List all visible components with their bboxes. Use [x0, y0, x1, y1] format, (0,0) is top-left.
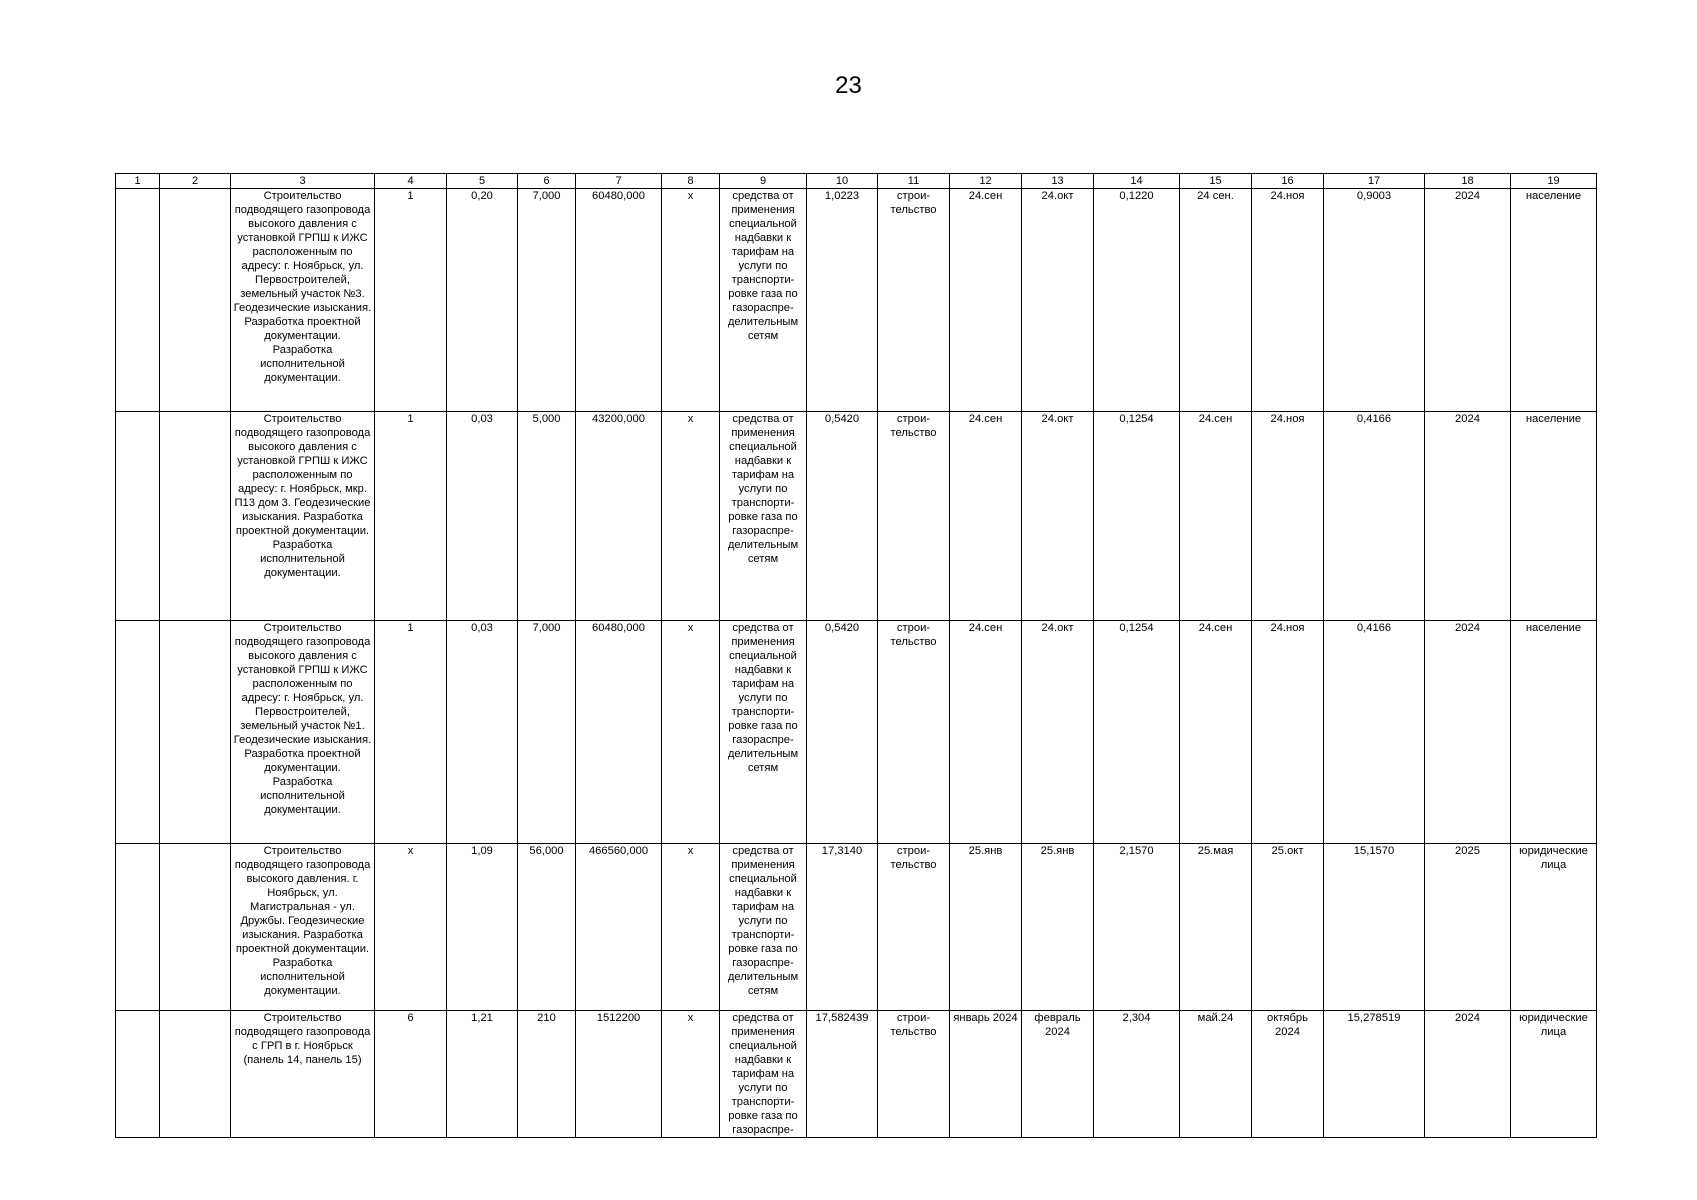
column-number: 19	[1511, 174, 1597, 189]
column-number: 11	[878, 174, 950, 189]
table-cell: 1	[375, 621, 447, 844]
table-cell	[116, 1011, 160, 1138]
column-number: 16	[1252, 174, 1324, 189]
column-number: 17	[1324, 174, 1425, 189]
table-cell: население	[1511, 621, 1597, 844]
column-number: 15	[1180, 174, 1252, 189]
table-cell: 24.ноя	[1252, 412, 1324, 621]
table-cell: 24.окт	[1022, 621, 1094, 844]
table-cell: 2,1570	[1094, 844, 1180, 1011]
table-cell: февраль 2024	[1022, 1011, 1094, 1138]
column-number: 12	[950, 174, 1022, 189]
table-cell: х	[375, 844, 447, 1011]
table-cell: 24.окт	[1022, 189, 1094, 412]
table-cell: май.24	[1180, 1011, 1252, 1138]
table-cell: население	[1511, 412, 1597, 621]
table-cell: 25.окт	[1252, 844, 1324, 1011]
table-cell: 24.окт	[1022, 412, 1094, 621]
table-cell: 2024	[1425, 412, 1511, 621]
funding-source-cell: средства от применения специальной надбавки к тарифам на услуги по транспорти-ровке газа по газораспре-делительным сетям	[720, 412, 807, 621]
table-cell: 17,3140	[807, 844, 878, 1011]
table-cell	[116, 844, 160, 1011]
funding-source-cell: средства от применения специальной надбавки к тарифам на услуги по транспорти-ровке газа по газораспре-	[720, 1011, 807, 1138]
table-cell: х	[662, 1011, 720, 1138]
table-cell: 0,1254	[1094, 621, 1180, 844]
table-cell: 24.сен	[950, 621, 1022, 844]
table-cell: 24.сен	[1180, 621, 1252, 844]
column-number: 18	[1425, 174, 1511, 189]
funding-source-cell: средства от применения специальной надбавки к тарифам на услуги по транспорти-ровке газа по газораспре-делительным сетям	[720, 621, 807, 844]
table-cell: 43200,000	[576, 412, 662, 621]
table-cell: 17,582439	[807, 1011, 878, 1138]
column-number: 7	[576, 174, 662, 189]
column-number: 10	[807, 174, 878, 189]
table-cell: 15,278519	[1324, 1011, 1425, 1138]
table-cell: х	[662, 621, 720, 844]
project-name-cell: Строительство подводящего газопровода высокого давления с установкой ГРПШ к ИЖС расположенным по адресу: г. Ноябрьск, ул. Первостроителей, земельный участок №1. Геодезические изыскания. Разработка проектной документации. Разработка исполнительной документации.	[231, 621, 375, 844]
table-cell: 0,9003	[1324, 189, 1425, 412]
table-cell: 2024	[1425, 621, 1511, 844]
table-cell: 0,1254	[1094, 412, 1180, 621]
table-cell: население	[1511, 189, 1597, 412]
table-cell: строи-тельство	[878, 412, 950, 621]
table-cell: 25.янв	[1022, 844, 1094, 1011]
project-name-cell: Строительство подводящего газопровода высокого давления с установкой ГРПШ к ИЖС расположенным по адресу: г. Ноябрьск, ул. Первостроителей, земельный участок №3. Геодезические изыскания. Разработка проектной документации. Разработка исполнительной документации.	[231, 189, 375, 412]
table-cell	[116, 621, 160, 844]
table-cell: 0,20	[447, 189, 518, 412]
table-cell: строи-тельство	[878, 189, 950, 412]
table-cell: 25.мая	[1180, 844, 1252, 1011]
table-cell: 7,000	[518, 621, 576, 844]
table-cell: 24.сен	[950, 189, 1022, 412]
table-cell: 60480,000	[576, 621, 662, 844]
table-cell: х	[662, 189, 720, 412]
table-cell: строи-тельство	[878, 1011, 950, 1138]
table-cell	[160, 189, 231, 412]
table-cell: 0,1220	[1094, 189, 1180, 412]
table-cell: 210	[518, 1011, 576, 1138]
table-row	[116, 412, 1597, 621]
project-name-cell: Строительство подводящего газопровода высокого давления с установкой ГРПШ к ИЖС расположенным по адресу: г. Ноябрьск, мкр. П13 дом 3. Геодезические изыскания. Разработка проектной документации. Разработка исполнительной документации.	[231, 412, 375, 621]
column-number-row	[116, 174, 1597, 189]
project-name-cell: Строительство подводящего газопровода с ГРП в г. Ноябрьск (панель 14, панель 15)	[231, 1011, 375, 1138]
table-cell: 24 сен.	[1180, 189, 1252, 412]
table-cell: 7,000	[518, 189, 576, 412]
table-cell: 24.сен	[1180, 412, 1252, 621]
table-cell: 24.ноя	[1252, 189, 1324, 412]
table-cell	[160, 412, 231, 621]
table-cell: октябрь 2024	[1252, 1011, 1324, 1138]
column-number: 14	[1094, 174, 1180, 189]
table-cell: 0,03	[447, 621, 518, 844]
project-name-cell: Строительство подводящего газопровода высокого давления. г. Ноябрьск, ул. Магистральная - ул. Дружбы. Геодезические изыскания. Разработка проектной документации. Разработка исполнительной документации.	[231, 844, 375, 1011]
table-cell: 0,5420	[807, 621, 878, 844]
table-cell: январь 2024	[950, 1011, 1022, 1138]
table-cell: 2024	[1425, 1011, 1511, 1138]
table-cell: 1,0223	[807, 189, 878, 412]
column-number: 6	[518, 174, 576, 189]
table-cell: юридические лица	[1511, 844, 1597, 1011]
table-cell: 0,4166	[1324, 412, 1425, 621]
table-cell: 15,1570	[1324, 844, 1425, 1011]
table-cell: 24.ноя	[1252, 621, 1324, 844]
table-cell: 0,5420	[807, 412, 878, 621]
table-cell: 25.янв	[950, 844, 1022, 1011]
table-cell: 0,4166	[1324, 621, 1425, 844]
column-number: 8	[662, 174, 720, 189]
funding-source-cell: средства от применения специальной надбавки к тарифам на услуги по транспорти-ровке газа по газораспре-делительным сетям	[720, 189, 807, 412]
column-number: 5	[447, 174, 518, 189]
table-row	[116, 844, 1597, 1011]
table-cell	[160, 844, 231, 1011]
column-number: 1	[116, 174, 160, 189]
table-cell: 466560,000	[576, 844, 662, 1011]
funding-source-cell: средства от применения специальной надбавки к тарифам на услуги по транспорти-ровке газа по газораспре-делительным сетям	[720, 844, 807, 1011]
table-cell: строи-тельство	[878, 621, 950, 844]
table-cell	[160, 621, 231, 844]
column-number: 2	[160, 174, 231, 189]
table-cell: юридические лица	[1511, 1011, 1597, 1138]
table-cell: 1	[375, 412, 447, 621]
table-cell: 1512200	[576, 1011, 662, 1138]
table-cell	[116, 412, 160, 621]
table-row	[116, 1011, 1597, 1138]
table-cell: х	[662, 412, 720, 621]
table-cell	[160, 1011, 231, 1138]
table-cell: 60480,000	[576, 189, 662, 412]
table-cell: 24.сен	[950, 412, 1022, 621]
table-cell: 2025	[1425, 844, 1511, 1011]
column-number: 13	[1022, 174, 1094, 189]
table-cell: 1	[375, 189, 447, 412]
table-row	[116, 189, 1597, 412]
investment-program-table	[115, 173, 1597, 1138]
table-cell: 0,03	[447, 412, 518, 621]
column-number: 3	[231, 174, 375, 189]
table-cell: 1,09	[447, 844, 518, 1011]
table-cell: 1,21	[447, 1011, 518, 1138]
table-cell: 56,000	[518, 844, 576, 1011]
table-cell: 2,304	[1094, 1011, 1180, 1138]
table-cell: х	[662, 844, 720, 1011]
table-cell	[116, 189, 160, 412]
column-number: 4	[375, 174, 447, 189]
column-number: 9	[720, 174, 807, 189]
table-row	[116, 621, 1597, 844]
table-cell: строи-тельство	[878, 844, 950, 1011]
table-cell: 2024	[1425, 189, 1511, 412]
table-cell: 5,000	[518, 412, 576, 621]
page-number: 23	[835, 72, 862, 99]
table-cell: 6	[375, 1011, 447, 1138]
